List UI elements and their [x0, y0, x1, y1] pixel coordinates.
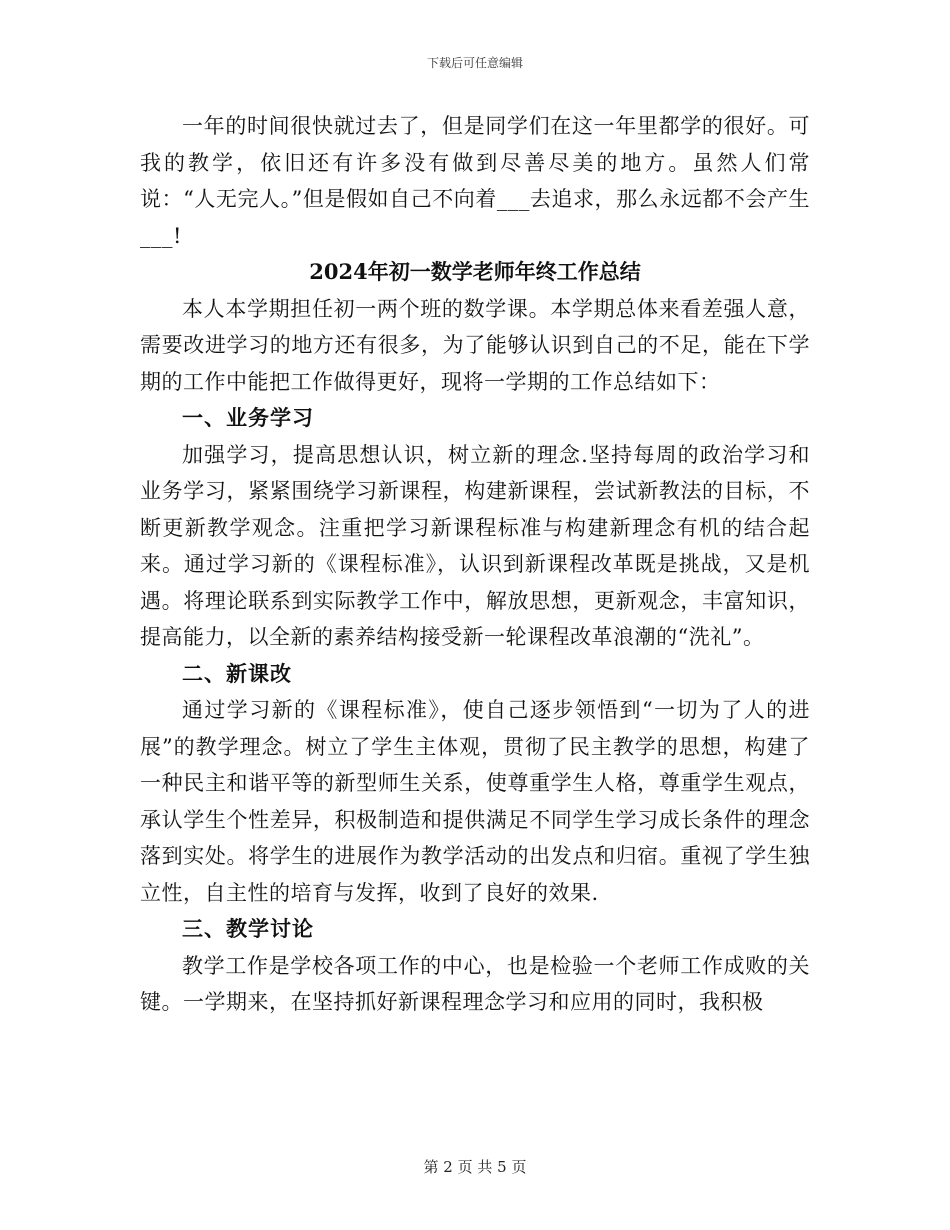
blank-1: ___ — [496, 187, 530, 211]
article-title: 2024年初一数学老师年终工作总结 — [309, 259, 641, 284]
intro-paragraph — [140, 108, 810, 254]
intro-text-1: 一年的时间很快就过去了，但是同学们在这一年里都学的很好。可我的教学，依旧还有许多没有做到尽善尽美的地方。虽然人们常说：“人无完人。”但是假如自己不向着 — [140, 114, 810, 211]
section-heading-discussion: 三、教学讨论 — [182, 916, 314, 941]
opening-paragraph: 本人本学期担任初一两个班的数学课。本学期总体来看差强人意，需要改进学习的地方还有很多，为了能够认识到自己的不足，能在下学期的工作中能把工作做得更好，现将一学期的工作总结如下： — [140, 296, 810, 394]
section-body-study: 加强学习，提高思想认识，树立新的理念.坚持每周的政治学习和业务学习，紧紧围绕学习新课程，构建新课程，尝试新教法的目标，不断更新教学观念。注重把学习新课程标准与构建新理念有机的结合起来。通过学习新的《课程标准》，认识到新课程改革既是挑战，又是机遇。将理论联系到实际教学工作中，解放思想，更新观念，丰富知识，提高能力，以全新的素养结构接受新一轮课程改革浪潮的“洗礼”。 — [140, 442, 810, 649]
section-body-discussion: 教学工作是学校各项工作的中心，也是检验一个老师工作成败的关键。一学期来，在坚持抓好新课程理念学习和应用的同时，我积极 — [140, 953, 810, 1014]
section-heading-reform: 二、新课改 — [182, 660, 292, 686]
intro-end: ! — [173, 223, 182, 248]
page-header: 下载后可任意编辑 — [426, 56, 523, 70]
page-number: 第 2 页 共 5 页 — [423, 1158, 527, 1176]
section-heading-study: 一、业务学习 — [182, 405, 314, 430]
intro-text-2: 去追求，那么永远都不会产生 — [529, 187, 810, 211]
document-body — [140, 108, 810, 1021]
section-body-reform: 通过学习新的《课程标准》，使自己逐步领悟到“一切为了人的进展”的教学理念。树立了学生主体观，贯彻了民主教学的思想，构建了一种民主和谐平等的新型师生关系，使尊重学生人格，尊重学生观点，承认学生个性差异，积极制造和提供满足不同学生学习成长条件的理念落到实处。将学生的进展作为教学活动的出发点和归宿。重视了学生独立性，自主性的培育与发挥，收到了良好的效果. — [140, 698, 810, 905]
blank-2: ___ — [140, 223, 173, 248]
